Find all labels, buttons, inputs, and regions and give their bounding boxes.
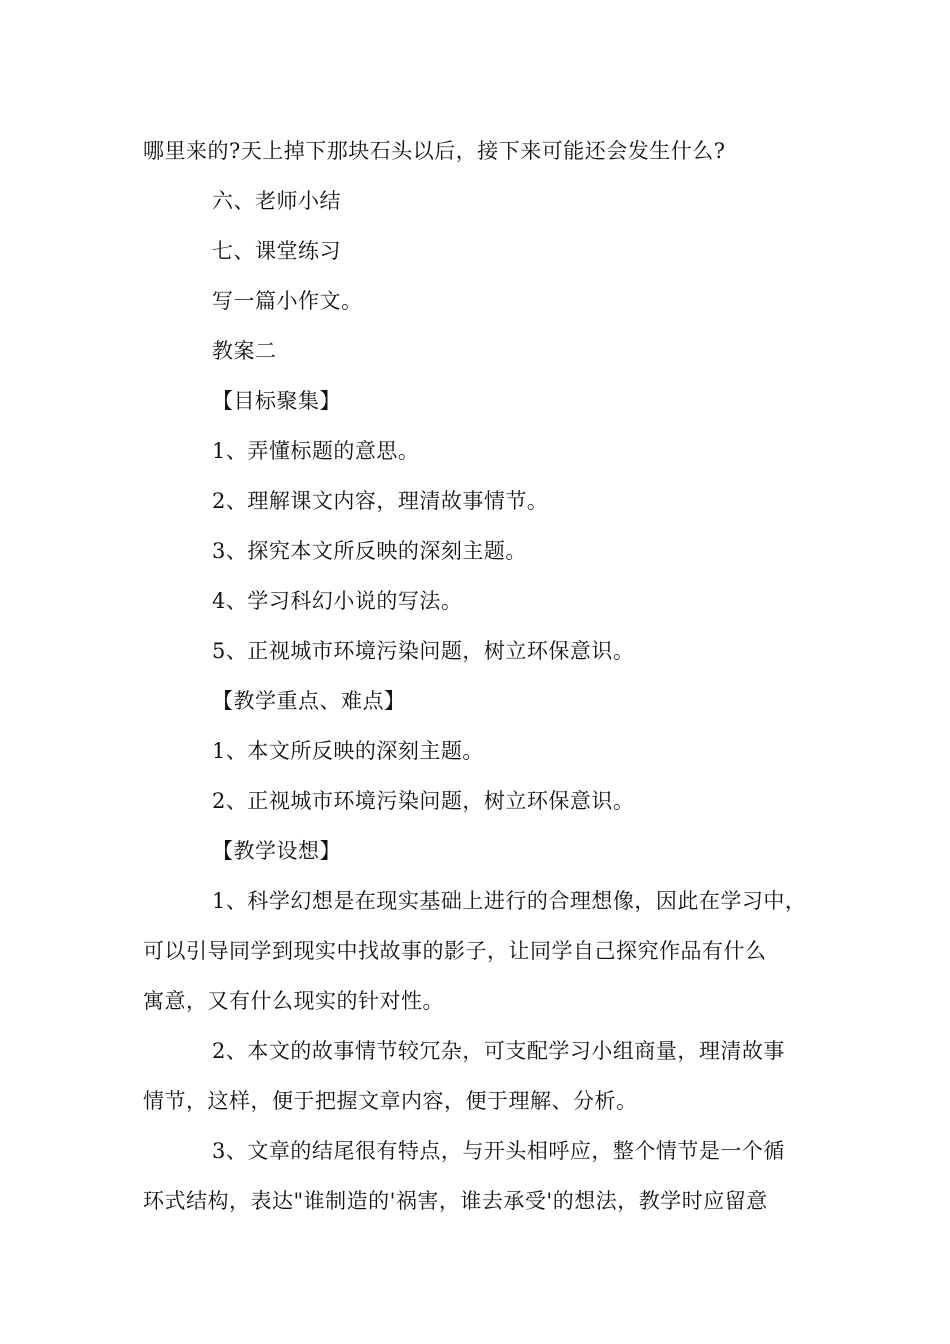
list-item: 4、学习科幻小说的写法。	[212, 589, 463, 613]
paragraph-line: 环式结构，表达"谁制造的'祸害，谁去承受'的想法，教学时应留意	[143, 1189, 768, 1213]
paragraph-line: 哪里来的?天上掉下那块石头以后，接下来可能还会发生什么?	[143, 139, 726, 163]
paragraph-line: 1、科学幻想是在现实基础上进行的合理想像，因此在学习中，	[212, 889, 807, 913]
section-heading: 【目标聚集】	[212, 389, 341, 413]
list-item: 2、理解课文内容，理清故事情节。	[212, 489, 549, 513]
section-heading: 【教学重点、难点】	[212, 689, 406, 713]
list-item: 1、弄懂标题的意思。	[212, 439, 420, 463]
list-item: 1、本文所反映的深刻主题。	[212, 739, 484, 763]
section-heading: 七、课堂练习	[212, 239, 341, 263]
paragraph-line: 寓意，又有什么现实的针对性。	[143, 989, 444, 1013]
lesson-title: 教案二	[212, 339, 277, 363]
paragraph-line: 写一篇小作文。	[212, 289, 363, 313]
paragraph-line: 3、文章的结尾很有特点，与开头相呼应，整个情节是一个循	[212, 1139, 785, 1163]
list-item: 2、正视城市环境污染问题，树立环保意识。	[212, 789, 635, 813]
list-item: 3、探究本文所反映的深刻主题。	[212, 539, 527, 563]
section-heading: 六、老师小结	[212, 189, 341, 213]
section-heading: 【教学设想】	[212, 839, 341, 863]
paragraph-line: 2、本文的故事情节较冗杂，可支配学习小组商量，理清故事	[212, 1039, 785, 1063]
paragraph-line: 可以引导同学到现实中找故事的影子，让同学自己探究作品有什么	[143, 939, 767, 963]
paragraph-line: 情节，这样，便于把握文章内容，便于理解、分析。	[143, 1089, 638, 1113]
list-item: 5、正视城市环境污染问题，树立环保意识。	[212, 639, 635, 663]
